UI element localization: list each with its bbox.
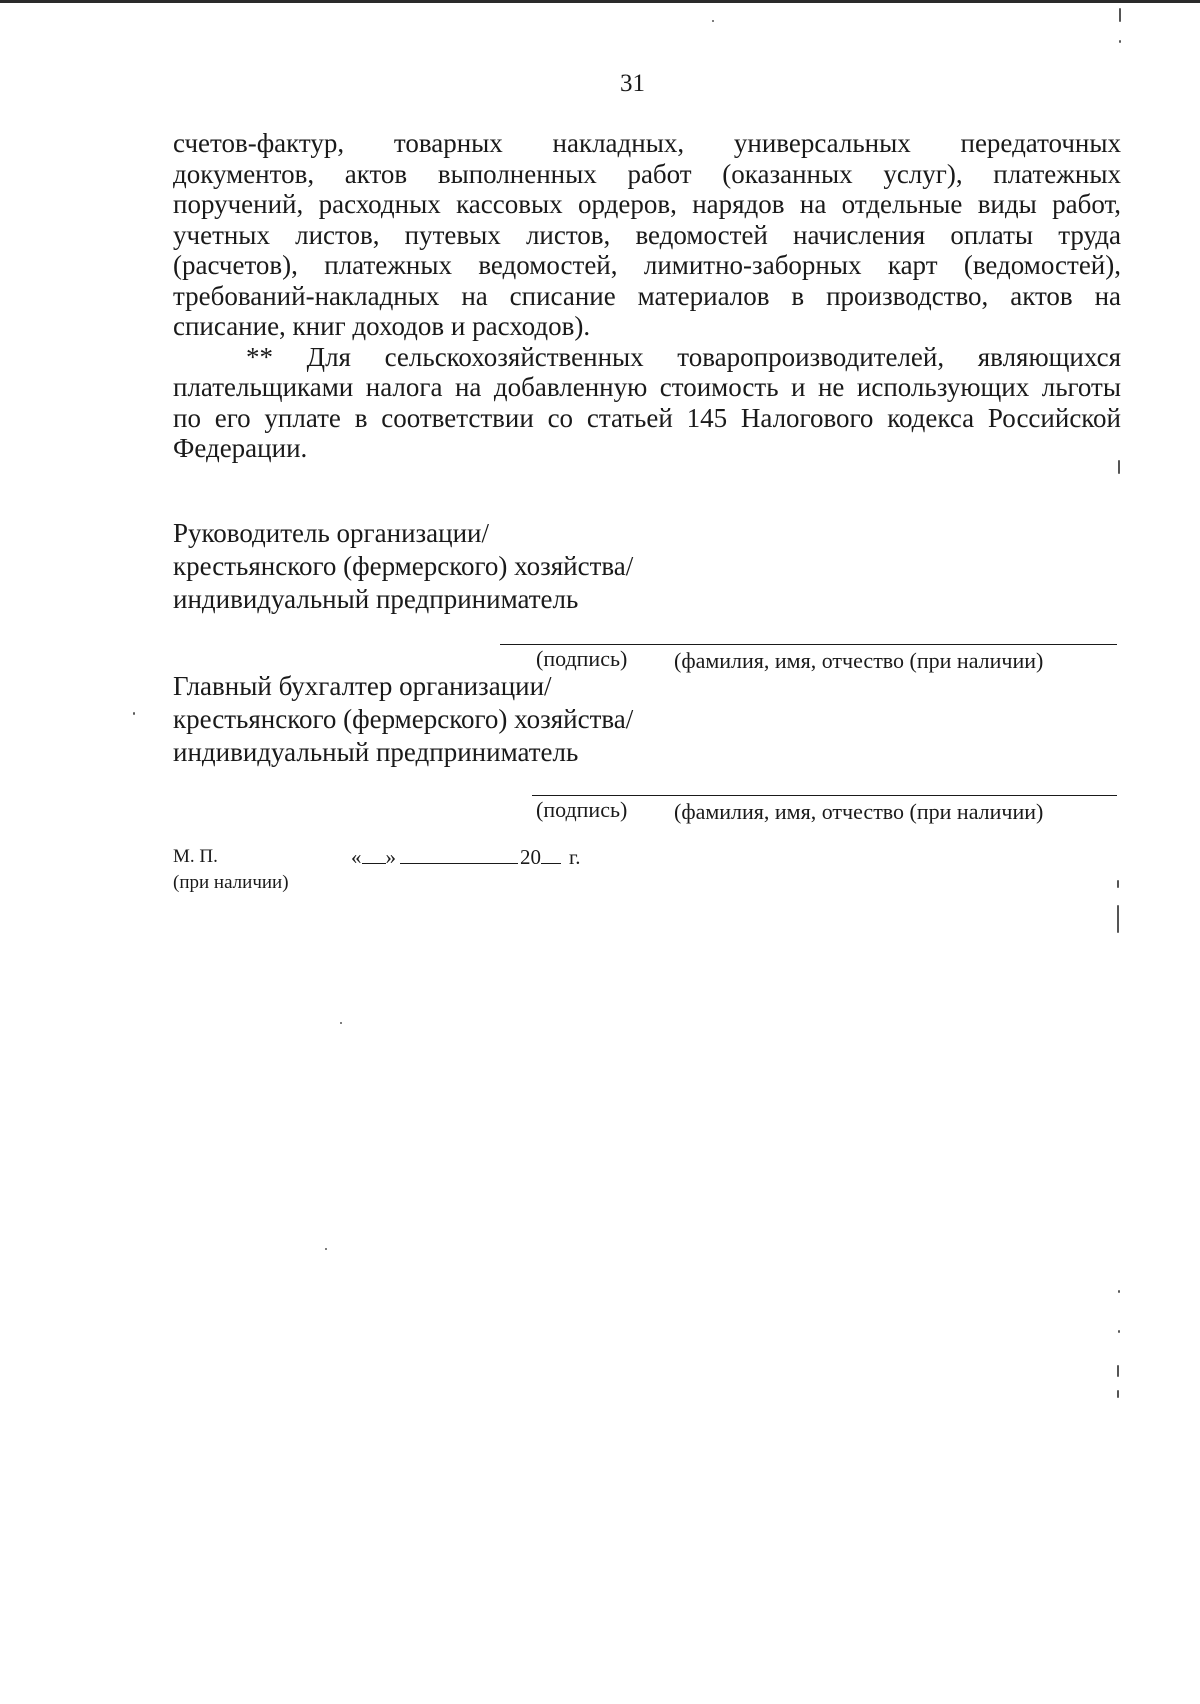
date-year-prefix: 20 (520, 845, 541, 869)
head-signatory-title (173, 517, 633, 616)
accountant-name-caption: (фамилия, имя, отчество (при наличии) (674, 799, 1044, 824)
page-number: 31 (620, 70, 645, 97)
scan-speck (1117, 1365, 1119, 1377)
scan-top-edge (0, 0, 1200, 3)
scan-speck (1117, 905, 1119, 933)
scan-speck (325, 1248, 327, 1250)
footnote-line: Федерации. (173, 433, 308, 463)
document-body (173, 128, 1121, 464)
date-month-blank[interactable] (400, 845, 518, 864)
stamp-block (173, 844, 289, 896)
accountant-signatory-line: Главный бухгалтер организации/ (173, 671, 552, 701)
head-signature-line[interactable] (500, 644, 1117, 645)
accountant-signature-caption: (подпись) (536, 797, 628, 822)
paragraph-line: документов, актов выполненных работ (оказанных услуг), платежных (173, 158, 1121, 189)
accountant-signature-line[interactable] (532, 795, 1117, 796)
date-field (351, 845, 581, 870)
scan-speck (1117, 1390, 1119, 1398)
date-year-suffix: г. (569, 845, 581, 869)
scan-speck (340, 1022, 342, 1024)
date-close-quote: » (385, 845, 396, 869)
paragraph-line: учетных листов, путевых листов, ведомостей начисления оплаты труда (173, 219, 1121, 250)
stamp-note: (при наличии) (173, 872, 289, 893)
scan-speck (712, 20, 714, 22)
head-signatory-line: индивидуальный предприниматель (173, 584, 579, 614)
scan-speck (1118, 1290, 1120, 1293)
paragraph-line: требований-накладных на списание материалов в производство, актов на (173, 280, 1121, 311)
footnote-line: ** Для сельскохозяйственных товаропроизводителей, являющихся (246, 341, 1121, 372)
paragraph-line: поручений, расходных кассовых ордеров, нарядов на отдельные виды работ, (173, 189, 1121, 219)
accountant-signatory-line: индивидуальный предприниматель (173, 737, 579, 767)
head-signatory-line: Руководитель организации/ (173, 518, 490, 548)
footnote-line: по его уплате в соответствии со статьей 145 Налогового кодекса Российской (173, 402, 1121, 433)
scan-speck (1119, 40, 1121, 43)
date-day-blank[interactable] (362, 845, 386, 864)
accountant-signatory-line: крестьянского (фермерского) хозяйства/ (173, 704, 634, 734)
paragraph-line: (расчетов), платежных ведомостей, лимитно-заборных карт (ведомостей), (173, 250, 1121, 280)
date-year-blank[interactable] (541, 845, 561, 864)
scan-speck (1118, 1330, 1120, 1333)
footnote-line: плательщиками налога на добавленную стоимость и не использующих льготы (173, 372, 1121, 402)
scan-speck (1117, 880, 1119, 888)
scan-speck (133, 712, 135, 715)
head-signature-caption: (подпись) (536, 646, 628, 671)
date-open-quote: « (351, 845, 362, 869)
head-signatory-line: крестьянского (фермерского) хозяйства/ (173, 551, 634, 581)
scan-speck (1118, 460, 1120, 474)
scan-speck (1119, 8, 1121, 22)
accountant-signatory-title (173, 670, 633, 769)
paragraph-line: списание, книг доходов и расходов). (173, 311, 591, 341)
head-name-caption: (фамилия, имя, отчество (при наличии) (674, 648, 1044, 673)
stamp-label: М. П. (173, 846, 218, 867)
paragraph-line: счетов-фактур, товарных накладных, универсальных передаточных (173, 128, 1121, 158)
